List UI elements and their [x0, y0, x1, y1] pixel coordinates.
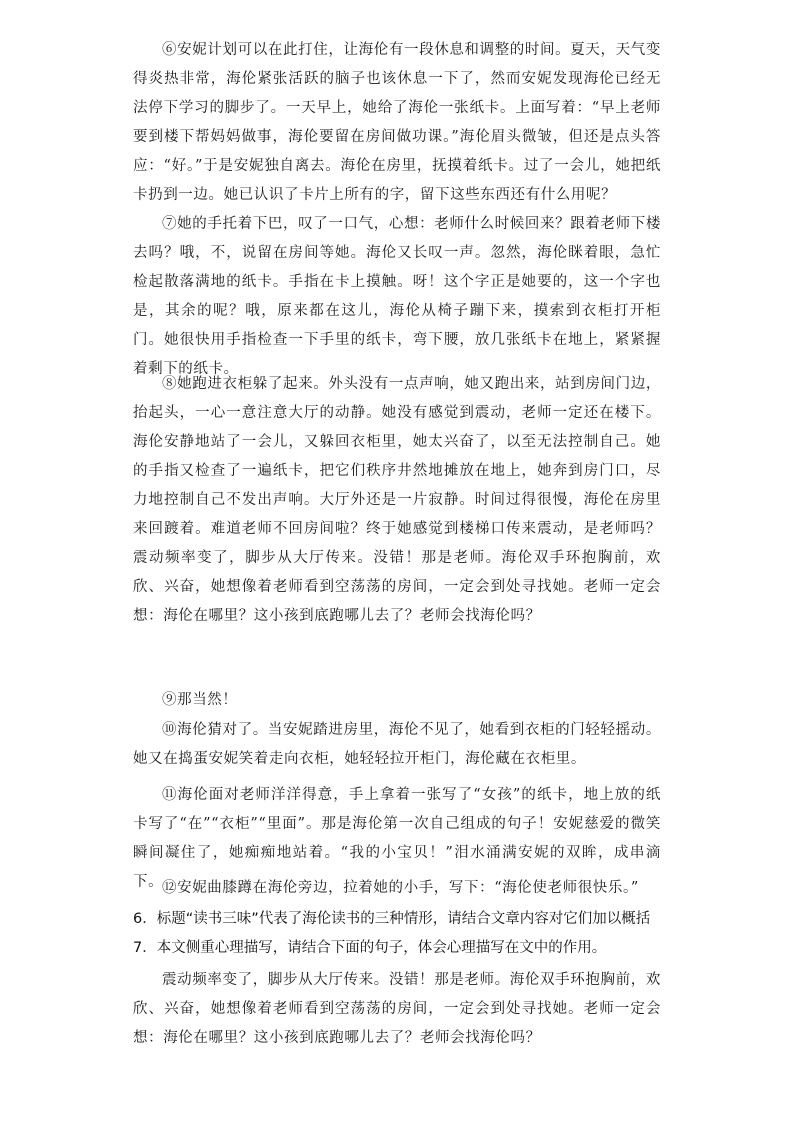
question-7: 7．本文侧重心理描写，请结合下面的句子，体会心理描写在文中的作用。: [133, 940, 607, 956]
paragraph-12: ⑫安妮曲膝蹲在海伦旁边，拉着她的小手，写下：“海伦使老师很快乐。”: [162, 880, 639, 896]
paragraph-6: ⑥安妮计划可以在此打住，让海伦有一段休息和调整的时间。夏天，天气变得炎热非常，海伦紧张活跃的脑子也该休息一下了，然而安妮发现海伦已经无法停下学习的脚步了。一天早上，她给了海伦一张纸卡。上面写着：“早上老师要到楼下帮妈妈做事，海伦要留在房间做功课。”海伦眉头微皱，但还是点头答应：“好。”于是安妮独自离去。海伦在房里，抚摸着纸卡。过了一会儿，她把纸卡扔到一边。她已认识了卡片上所有的字，留下这些东西还有什么用呢？: [133, 42, 661, 203]
question-6: 6．标题“读书三味”代表了海伦读书的三种情形，请结合文章内容对它们加以概括: [133, 911, 651, 927]
quoted-passage: 震动频率变了，脚步从大厅传来。没错！那是老师。海伦双手环抱胸前，欢欣、兴奋，她想像着老师看到空荡荡的房间，一定会到处寻找她。老师一定会想：海伦在哪里？这小孩到底跑哪儿去了？老师会找海伦吗？: [133, 972, 661, 1046]
paragraph-7: ⑦她的手托着下巴，叹了一口气，心想：老师什么时候回来？跟着老师下楼去吗？哦，不，说留在房间等她。海伦又长叹一声。忽然，海伦眯着眼，急忙检起散落满地的纸卡。手指在卡上摸触。呀！这个字正是她要的，这一个字也是，其余的呢？哦，原来都在这儿，海伦从椅子蹦下来，摸索到衣柜打开柜门。她很快用手指检查一下手里的纸卡，弯下腰，放几张纸卡在地上，紧紧握着剩下的纸卡。: [133, 216, 661, 377]
paragraph-10: ⑩海伦猜对了。当安妮踏进房里，海伦不见了，她看到衣柜的门轻轻摇动。她又在捣蛋安妮笑着走向衣柜，她轻轻拉开柜门，海伦藏在衣柜里。: [133, 722, 661, 767]
paragraph-11: ⑪海伦面对老师洋洋得意，手上拿着一张写了“女孩”的纸卡，地上放的纸卡写了“在”“衣柜”“里面”。那是海伦第一次自己组成的句子！安妮慈爱的微笑瞬间凝住了，她痴痴地站着。“我的小宝贝！”泪水涌满安妮的双眸，成串滴下。: [133, 787, 661, 890]
paragraph-8: ⑧她跑进衣柜躲了起来。外头没有一点声响，她又跑出来，站到房间门边，抬起头，一心一意注意大厅的动静。她没有感觉到震动，老师一定还在楼下。海伦安静地站了一会儿，又躲回衣柜里，她太兴奋了，以至无法控制自己。她的手指又检查了一遍纸卡，把它们秩序井然地摊放在地上，她奔到房门口，尽力地控制自己不发出声响。大厅外还是一片寂静。时间过得很慢，海伦在房里来回踱着。难道老师不回房间啦？终于她感觉到楼梯口传来震动，是老师吗？震动频率变了，脚步从大厅传来。没错！那是老师。海伦双手环抱胸前，欢欣、兴奋，她想像着老师看到空荡荡的房间，一定会到处寻找她。老师一定会想：海伦在哪里？这小孩到底跑哪儿去了？老师会找海伦吗？: [133, 376, 661, 624]
paragraph-9: ⑨那当然！: [162, 692, 238, 708]
